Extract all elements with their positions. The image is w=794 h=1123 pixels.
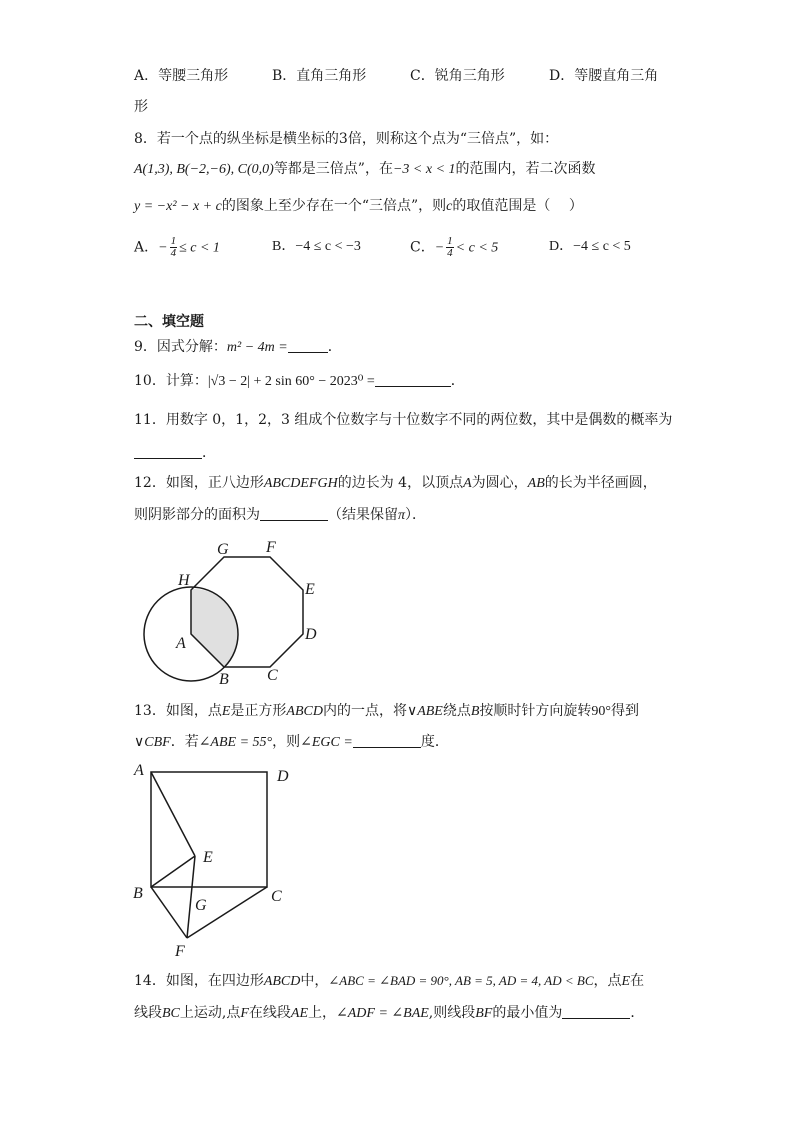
q13-point-e: E bbox=[221, 704, 231, 719]
q11-line1: 11．用数字 0，1，2，3 组成个位数字与十位数字不同的两位数，其中是偶数的概率为 bbox=[134, 412, 673, 428]
q8-option-a-rest: ≤ c < 1 bbox=[179, 240, 220, 256]
q13-angle-abe: ∠ABE = 55° bbox=[198, 735, 273, 750]
q14-text-k: ． bbox=[630, 1005, 645, 1021]
q8-range: −3 < x < 1 bbox=[392, 162, 456, 177]
q13-text-d: 绕点 bbox=[442, 703, 471, 719]
q8-text-d: 的取值范围是（ ） bbox=[452, 198, 583, 214]
q8-option-a-fraction bbox=[170, 236, 178, 259]
q14-text-e: 线段 bbox=[134, 1005, 162, 1021]
q13-label-g: G bbox=[195, 897, 207, 914]
q8-option-b: B．−4 ≤ c < −3 bbox=[272, 239, 361, 254]
fraction-numerator: 1 bbox=[170, 235, 177, 247]
q13-segment-bf bbox=[151, 887, 187, 938]
q12-label-e: E bbox=[305, 581, 315, 598]
q14-text-i: ,则线段 bbox=[428, 1005, 476, 1021]
q8-line1: 8．若一个点的纵坐标是横坐标的3倍，则称这个点为“三倍点”，如： bbox=[134, 131, 559, 147]
q7-option-d-wrap: 形 bbox=[134, 99, 148, 115]
q13-triangle-cbf: ∨CBF bbox=[134, 735, 171, 750]
q10-suffix: ． bbox=[450, 373, 465, 389]
fraction-numerator: 1 bbox=[447, 235, 453, 247]
q8-option-c-label: C． bbox=[410, 239, 435, 256]
q8-option-d: D．−4 ≤ c < 5 bbox=[549, 239, 631, 254]
q13-segment-be bbox=[151, 856, 195, 887]
q10-expression: |√3 − 2| + 2 sin 60° − 2023⁰ = bbox=[207, 374, 375, 389]
q13-segment-ef bbox=[187, 856, 195, 938]
q12-octagon-name: ABCDEFGH bbox=[263, 476, 338, 491]
q13-text-e: 按顺时针方向旋转 bbox=[479, 703, 592, 719]
q13-square bbox=[151, 772, 267, 887]
q8-option-a-label: A． bbox=[134, 239, 159, 256]
q10-answer-blank[interactable] bbox=[375, 372, 451, 387]
q12-text-c: 为圆心， bbox=[471, 475, 528, 491]
q13-text-a: 13．如图，点 bbox=[134, 703, 222, 719]
q13-label-a: A bbox=[134, 762, 144, 779]
section-heading-fill-in: 二、填空题 bbox=[134, 314, 204, 330]
q9-answer-blank[interactable] bbox=[288, 338, 328, 353]
q14-text-a: 14．如图，在四边形 bbox=[134, 973, 264, 989]
q14-text-c: ，点 bbox=[593, 973, 622, 989]
q12-label-d: D bbox=[305, 626, 317, 643]
q13-angle-egc: ∠EGC = bbox=[300, 735, 353, 750]
q12-label-b: B bbox=[219, 671, 229, 688]
q12-text-b: 的边长为 4，以顶点 bbox=[337, 475, 464, 491]
q12-shaded-region bbox=[191, 589, 238, 667]
q8-option-a-sign: − bbox=[158, 240, 168, 256]
q12-label-h: H bbox=[178, 572, 190, 589]
q13-label-d: D bbox=[277, 768, 289, 785]
q14-angle-condition: ∠ADF = ∠BAE bbox=[336, 1006, 429, 1021]
q13-square-name: ABCD bbox=[286, 704, 323, 719]
q10-line bbox=[134, 370, 465, 393]
q13-text-b: 是正方形 bbox=[230, 703, 287, 719]
q13-label-c: C bbox=[271, 888, 282, 905]
q13-text-f: 得到 bbox=[611, 703, 640, 719]
q10-prefix: 10．计算： bbox=[134, 373, 208, 389]
q14-segment-bf: BF bbox=[475, 1006, 493, 1021]
q13-text-i: 度． bbox=[420, 734, 449, 750]
q12-label-a: A bbox=[176, 635, 186, 652]
q8-function: y = −x² − x + c bbox=[134, 199, 222, 214]
q13-segment-ae bbox=[151, 772, 195, 856]
q13-label-b: B bbox=[133, 885, 143, 902]
q12-segment-ab: AB bbox=[527, 476, 545, 491]
q8-text-b: 的范围内，若二次函数 bbox=[455, 161, 596, 177]
q7-option-b: B．直角三角形 bbox=[272, 68, 367, 84]
q14-quad-name: ABCD bbox=[263, 974, 301, 989]
q8-option-c-rest: < c < 5 bbox=[455, 240, 499, 256]
q12-text-d: 的长为半径画圆， bbox=[544, 475, 657, 491]
q14-text-b: 中， bbox=[300, 973, 329, 989]
q8-option-c-sign: − bbox=[434, 240, 445, 256]
q14-conditions: ∠ABC = ∠BAD = 90°, AB = 5, AD = 4, AD < BC bbox=[328, 973, 594, 988]
q9-suffix: ． bbox=[327, 339, 342, 355]
q13-answer-blank[interactable] bbox=[353, 733, 421, 748]
q14-text-f: 上运动,点 bbox=[179, 1005, 241, 1021]
q8-option-a bbox=[134, 236, 220, 260]
q12-octagon-figure bbox=[130, 530, 330, 690]
q12-label-c: C bbox=[267, 667, 278, 684]
q8-line2 bbox=[134, 158, 596, 181]
q14-segment-bc: BC bbox=[162, 1006, 180, 1021]
q13-line1 bbox=[134, 700, 639, 723]
q12-text-f: （结果保留 bbox=[328, 507, 398, 523]
q7-option-a: A．等腰三角形 bbox=[134, 68, 229, 84]
q9-line bbox=[134, 336, 342, 359]
fraction-denominator: 4 bbox=[447, 247, 453, 259]
q12-label-g: G bbox=[217, 541, 229, 558]
q12-answer-blank[interactable] bbox=[260, 506, 328, 521]
q13-angle-90: 90° bbox=[591, 704, 612, 719]
q12-label-f: F bbox=[266, 539, 276, 556]
q13-label-e: E bbox=[203, 849, 213, 866]
q8-points: A(1,3), B(−2,−6), C(0,0) bbox=[134, 162, 274, 177]
q13-text-g: ．若 bbox=[170, 734, 199, 750]
q13-text-h: ，则 bbox=[272, 734, 301, 750]
q13-text-c: 内的一点，将 bbox=[322, 703, 407, 719]
q8-option-c-fraction bbox=[446, 236, 454, 259]
q12-line2 bbox=[134, 504, 426, 527]
q14-answer-blank[interactable] bbox=[562, 1004, 630, 1019]
q14-text-j: 的最小值为 bbox=[492, 1005, 563, 1021]
fraction-denominator: 4 bbox=[170, 247, 177, 259]
q14-line2 bbox=[134, 1002, 644, 1025]
q11-line2 bbox=[134, 442, 216, 464]
q12-point-a: A bbox=[463, 476, 472, 491]
q8-text-a: 等都是三倍点”，在 bbox=[273, 161, 393, 177]
q12-line1 bbox=[134, 472, 657, 495]
q11-answer-blank[interactable] bbox=[134, 444, 202, 459]
q9-expression: m² − 4m = bbox=[226, 340, 288, 355]
q14-text-d: 在 bbox=[630, 973, 645, 989]
q14-text-h: 上， bbox=[308, 1005, 337, 1021]
q14-point-e: E bbox=[621, 974, 631, 989]
q7-option-c: C．锐角三角形 bbox=[410, 68, 505, 84]
q14-line1 bbox=[134, 970, 644, 993]
q7-option-d: D．等腰直角三角 bbox=[549, 68, 659, 84]
q12-pi: π bbox=[398, 508, 406, 523]
q8-line3 bbox=[134, 195, 583, 218]
q14-text-g: 在线段 bbox=[248, 1005, 291, 1021]
q14-segment-ae: AE bbox=[290, 1006, 309, 1021]
q13-square-figure bbox=[125, 755, 295, 965]
q12-text-g: ）． bbox=[405, 507, 427, 523]
q8-option-c bbox=[410, 236, 498, 260]
q8-var-c: c bbox=[446, 199, 453, 214]
q13-line2 bbox=[134, 731, 449, 754]
q9-prefix: 9．因式分解： bbox=[134, 339, 227, 355]
q12-text-a: 12．如图，正八边形 bbox=[134, 475, 264, 491]
q12-text-e: 则阴影部分的面积为 bbox=[134, 507, 260, 523]
q14-point-f: F bbox=[240, 1006, 249, 1021]
q11-suffix: ． bbox=[202, 445, 216, 461]
q13-label-f: F bbox=[175, 943, 185, 960]
q8-text-c: 的图象上至少存在一个“三倍点”，则 bbox=[221, 198, 447, 214]
q13-triangle-abe: ∨ABE bbox=[406, 704, 443, 719]
q13-point-b: B bbox=[470, 704, 480, 719]
